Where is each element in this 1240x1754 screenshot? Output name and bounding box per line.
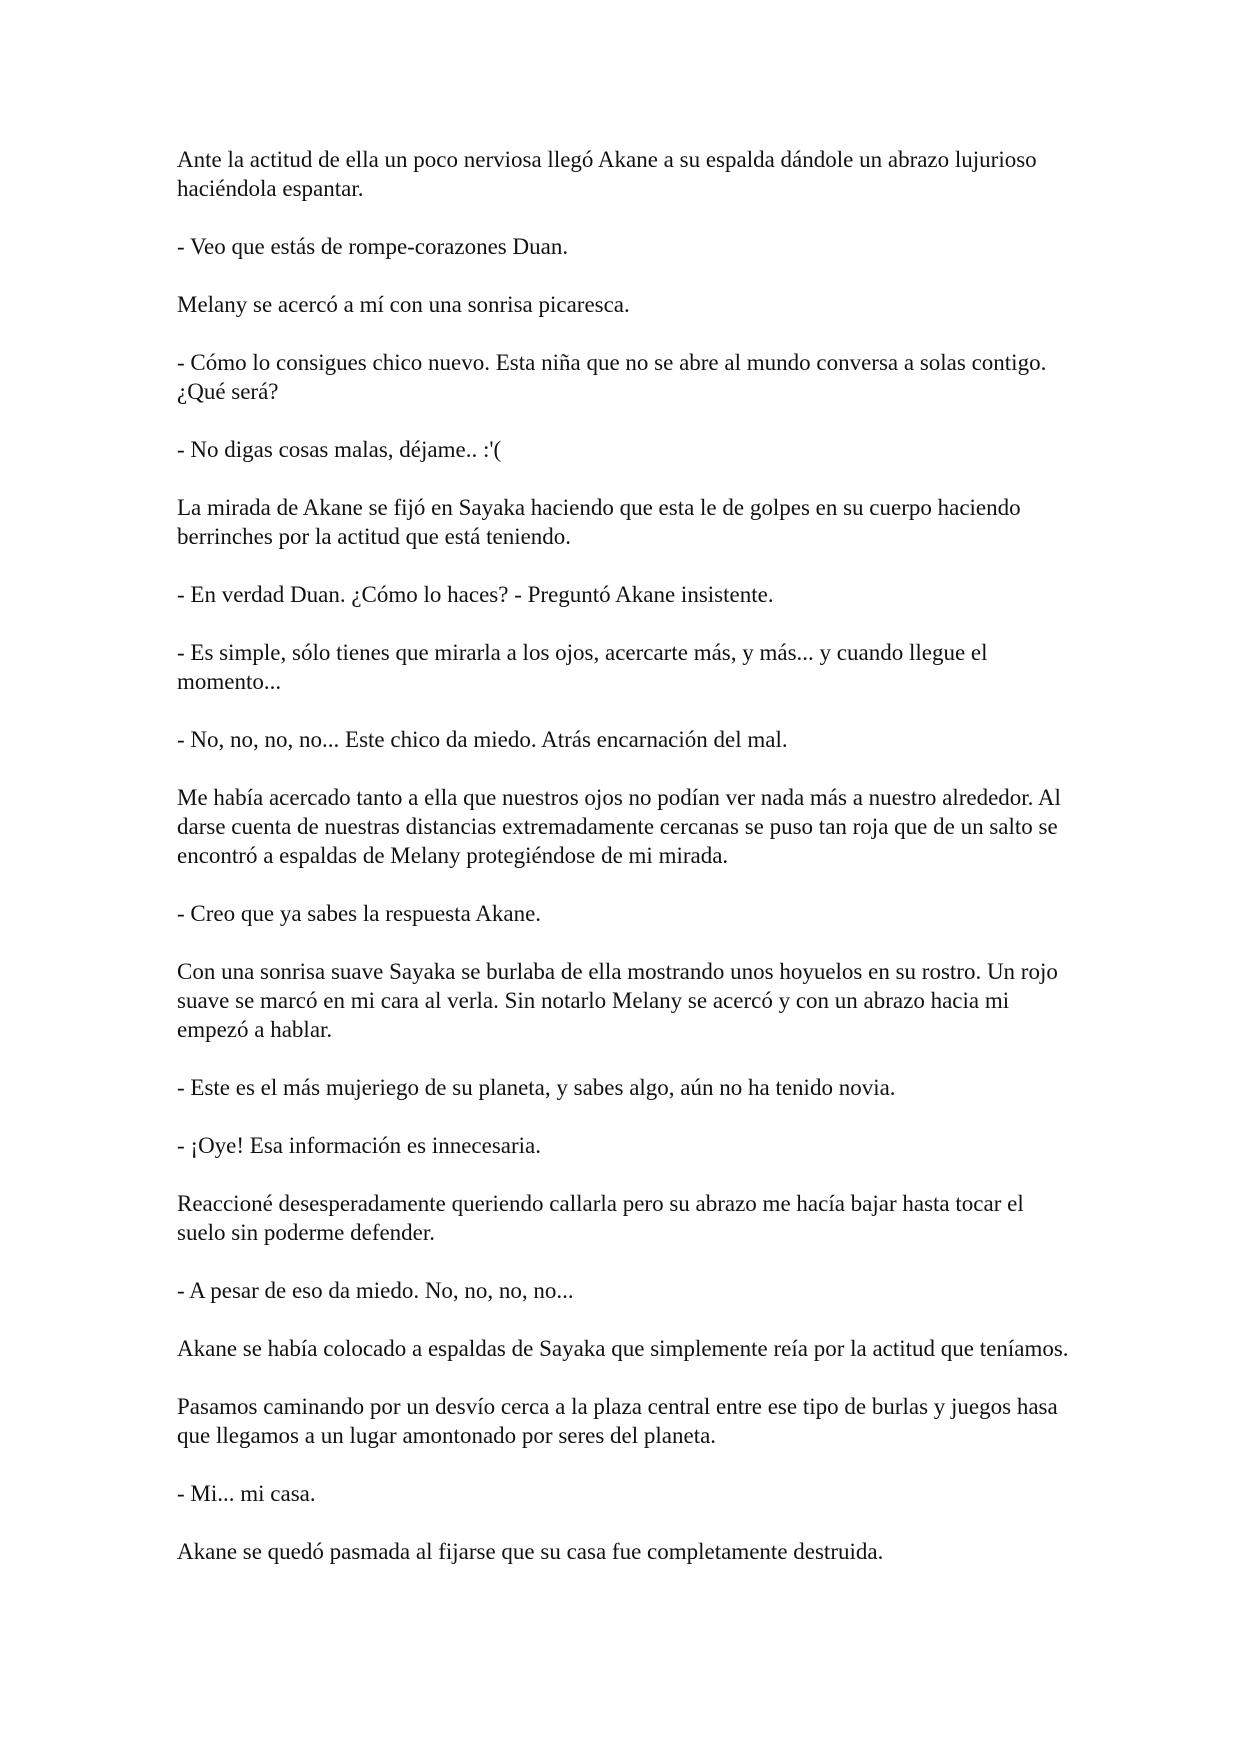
paragraph: - Mi... mi casa.: [177, 1481, 316, 1506]
paragraph: - ¡Oye! Esa información es innecesaria.: [177, 1133, 542, 1158]
paragraph: - Cómo lo consigues chico nuevo. Esta niña que no se abre al mundo conversa a solas contigo. ¿Qué será?: [177, 350, 1047, 404]
paragraph: La mirada de Akane se fijó en Sayaka haciendo que esta le de golpes en su cuerpo haciendo berrinches por la actitud que está teniendo.: [177, 495, 1021, 549]
paragraph: - No, no, no, no... Este chico da miedo. Atrás encarnación del mal.: [177, 727, 788, 752]
paragraph: Con una sonrisa suave Sayaka se burlaba de ella mostrando unos hoyuelos en su rostro. Un rojo suave se marcó en mi cara al verla. Sin notarlo Melany se acercó y con un abrazo hacia mi empezó a hablar.: [177, 959, 1058, 1042]
document-body: [177, 145, 1077, 1595]
paragraph: Melany se acercó a mí con una sonrisa picaresca.: [177, 292, 630, 317]
paragraph: - Creo que ya sabes la respuesta Akane.: [177, 901, 542, 926]
paragraph: Pasamos caminando por un desvío cerca a la plaza central entre ese tipo de burlas y juegos hasa que llegamos a un lugar amontonado por seres del planeta.: [177, 1394, 1058, 1448]
paragraph: - En verdad Duan. ¿Cómo lo haces? - Preguntó Akane insistente.: [177, 582, 774, 607]
paragraph: Ante la actitud de ella un poco nerviosa llegó Akane a su espalda dándole un abrazo lujurioso haciéndola espantar.: [177, 147, 1037, 201]
paragraph: Reaccioné desesperadamente queriendo callarla pero su abrazo me hacía bajar hasta tocar el suelo sin poderme defender.: [177, 1191, 1024, 1245]
paragraph: - Es simple, sólo tienes que mirarla a los ojos, acercarte más, y más... y cuando llegue el momento...: [177, 640, 988, 694]
paragraph: Akane se había colocado a espaldas de Sayaka que simplemente reía por la actitud que teníamos.: [177, 1336, 1069, 1361]
paragraph: Me había acercado tanto a ella que nuestros ojos no podían ver nada más a nuestro alrededor. Al darse cuenta de nuestras distancias extremadamente cercanas se puso tan roja que de un salto se encontró a espaldas de Melany protegiéndose de mi mirada.: [177, 785, 1061, 868]
paragraph: - Este es el más mujeriego de su planeta, y sabes algo, aún no ha tenido novia.: [177, 1075, 896, 1100]
paragraph: - Veo que estás de rompe-corazones Duan.: [177, 234, 569, 259]
paragraph: - A pesar de eso da miedo. No, no, no, no...: [177, 1278, 574, 1303]
paragraph: - No digas cosas malas, déjame.. :'(: [177, 437, 502, 462]
paragraph: Akane se quedó pasmada al fijarse que su casa fue completamente destruida.: [177, 1539, 884, 1564]
